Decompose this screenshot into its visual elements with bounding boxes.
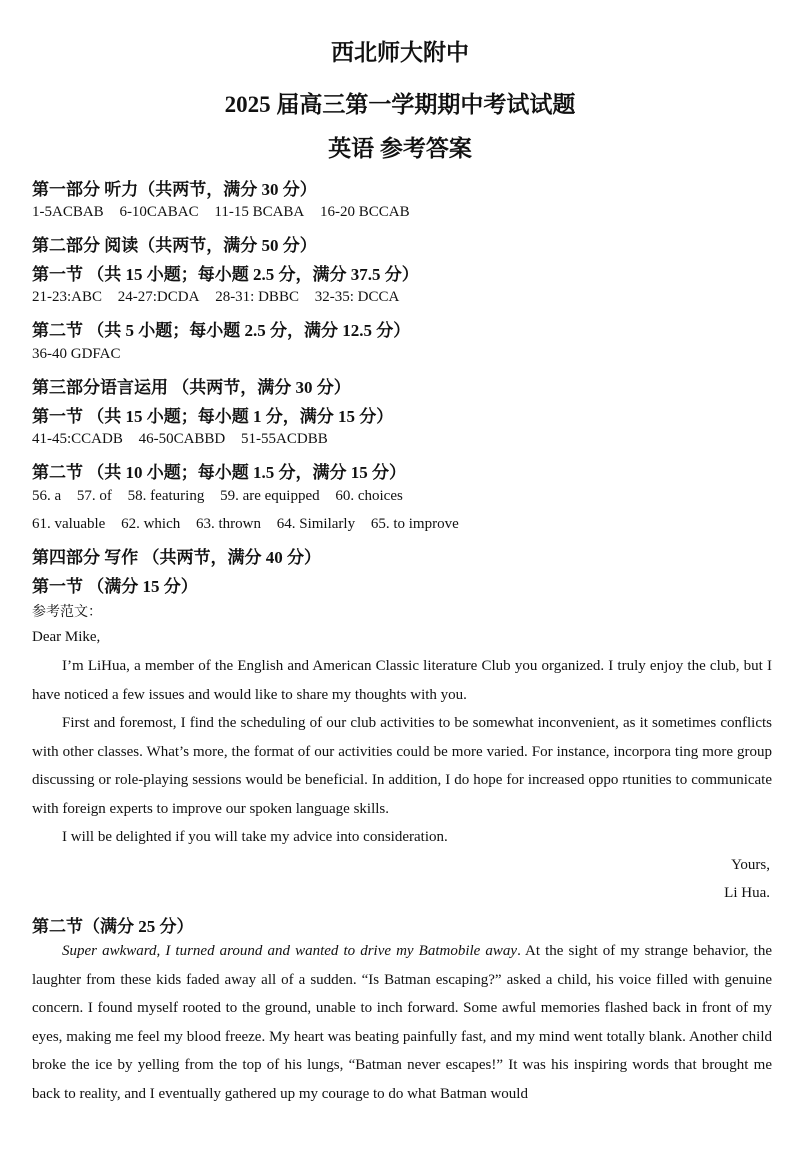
part1-heading: 第一部分 听力（共两节，满分 30 分） bbox=[32, 180, 317, 199]
answer-item: 57. of bbox=[76, 488, 112, 504]
story-opening-sentence: Super awkward, I turned around and wanted to drive my Batmobile away bbox=[62, 943, 518, 959]
answer-group: 16-20 BCCAB bbox=[320, 204, 410, 220]
part1-answers bbox=[32, 204, 410, 221]
answer-item: 61. valuable bbox=[32, 516, 106, 532]
answer-group: 11-15 BCABA bbox=[214, 204, 305, 220]
letter-paragraph-2: First and foremost, I find the scheduling of our club activities to be somewhat inconvenient, as it sometimes conflicts with other classes. What’s more, the format of our activities could be more varied. For instance, incorpora ting more group discussing or role-playing sessions would be beneficial. In addition, I do hope for increased oppo rtunities to communicate with foreign experts to improve our spoken language skills. bbox=[32, 715, 772, 817]
part2-heading: 第二部分 阅读（共两节，满分 50 分） bbox=[32, 236, 317, 255]
answer-item: 56. a bbox=[32, 488, 62, 504]
part2-section1-answers bbox=[32, 289, 399, 306]
answer-group: 21-23:ABC bbox=[32, 289, 103, 305]
exam-title: 2025 届高三第一学期期中考试试题 bbox=[224, 92, 576, 117]
story-continuation: . At the sight of my strange behavior, the laughter from these kids faded away all of a sudden. “Is Batman escaping?” asked a child, his voice filled with genuine concern. I found myself rooted to the ground, unable to inch forward. Some awful memories flashed back in front of my eyes, making me feel my blood freeze. My heart was beating painfully fast, and my mind went totally blank. Another child broke the ice by yelling from the top of his lungs, “Batman never escapes!” It was his inspiring words that brought me back to reality, and I eventually gathered up my courage to do what Batman would bbox=[32, 943, 772, 1102]
letter-paragraph-1: I’m LiHua, a member of the English and American Classic literature Club you organized. I truly enjoy the club, but I have noticed a few issues and would like to share my thoughts with you. bbox=[32, 658, 772, 703]
part3-section2-row2 bbox=[32, 516, 459, 533]
part4-heading: 第四部分 写作 （共两节，满分 40 分） bbox=[32, 548, 321, 567]
answer-item: 62. which bbox=[121, 516, 181, 532]
part2-section1-heading: 第一节 （共 15 小题；每小题 2.5 分，满分 37.5 分） bbox=[32, 265, 419, 284]
letter-paragraph-3: I will be delighted if you will take my advice into consideration. bbox=[62, 829, 448, 845]
answer-group: 6-10CABAC bbox=[119, 204, 199, 220]
part3-section1-heading: 第一节 （共 15 小题；每小题 1 分，满分 15 分） bbox=[32, 407, 394, 426]
letter-signature: Li Hua. bbox=[724, 885, 770, 901]
part2-section2-answers: 36-40 GDFAC bbox=[32, 346, 121, 362]
answer-item: 64. Similarly bbox=[276, 516, 356, 532]
answer-group: 1-5ACBAB bbox=[32, 204, 104, 220]
answer-item: 59. are equipped bbox=[220, 488, 320, 504]
answer-item: 65. to improve bbox=[370, 516, 459, 532]
part3-heading: 第三部分语言运用 （共两节，满分 30 分） bbox=[32, 378, 351, 397]
subject-title: 英语 参考答案 bbox=[328, 136, 472, 161]
answer-group: 46-50CABBD bbox=[138, 431, 226, 447]
letter-greeting: Dear Mike, bbox=[32, 629, 101, 645]
part3-section2-row1 bbox=[32, 488, 403, 505]
sample-essay-label: 参考范文： bbox=[32, 605, 102, 620]
answer-group: 41-45:CCADB bbox=[32, 431, 123, 447]
part2-section2-heading: 第二节 （共 5 小题；每小题 2.5 分，满分 12.5 分） bbox=[32, 321, 411, 340]
answer-group: 51-55ACDBB bbox=[241, 431, 328, 447]
continuation-story bbox=[32, 937, 772, 1108]
answer-group: 32-35: DCCA bbox=[314, 289, 400, 305]
part3-section2-heading: 第二节 （共 10 小题；每小题 1.5 分，满分 15 分） bbox=[32, 463, 406, 482]
part3-section1-answers bbox=[32, 431, 328, 448]
answer-group: 24-27:DCDA bbox=[117, 289, 200, 305]
answer-item: 63. thrown bbox=[195, 516, 261, 532]
part4-section1-heading: 第一节 （满分 15 分） bbox=[32, 577, 198, 596]
letter-closing: Yours, bbox=[731, 857, 770, 873]
answer-group: 28-31: DBBC bbox=[215, 289, 299, 305]
part4-section2-heading: 第二节（满分 25 分） bbox=[32, 917, 194, 936]
answer-item: 58. featuring bbox=[127, 488, 205, 504]
school-name: 西北师大附中 bbox=[331, 40, 469, 65]
answer-item: 60. choices bbox=[335, 488, 403, 504]
